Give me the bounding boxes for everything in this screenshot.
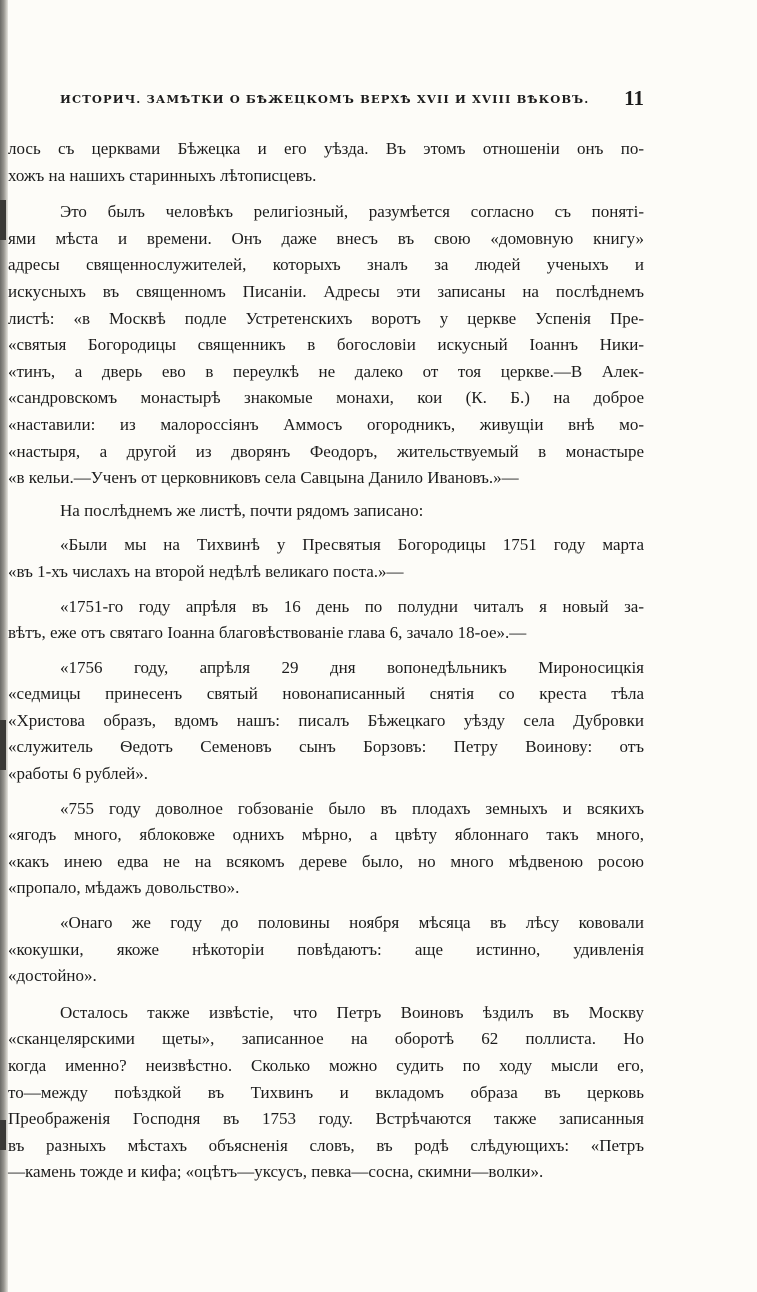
page-number: 11 [624, 86, 644, 110]
text-line: «въ 1-хъ числахъ на второй недѣлѣ великаго поста.»— [8, 561, 404, 581]
text-line: «ягодъ много, яблоковже однихъ мѣрно, а цвѣту яблоннаго такъ много, [8, 825, 644, 845]
text-line: адресы священнослужителей, которыхъ зналъ за людей ученыхъ и [8, 255, 644, 275]
paragraph-gap [8, 788, 644, 796]
text-line: «святыя Богородицы священникъ в богословіи искусный Іоаннъ Ники- [8, 335, 644, 355]
text-line: «какъ инею едва не на всякомъ дереве было, но много мѣдвеною росою [8, 851, 644, 871]
text-line: «работы 6 рублей». [8, 764, 148, 784]
text-line: Это былъ человѣкъ религіозный, разумѣется согласно съ поняті- [60, 202, 644, 222]
text-line: «седмицы принесенъ святый новонаписанный снятія со креста тѣла [8, 684, 644, 704]
paragraph-gap [8, 902, 644, 910]
text-line: «тинъ, а дверь ево в переулкѣ не далеко от тоя церкве.—В Алек- [8, 361, 644, 381]
text-line: «настыря, а другой из дворянъ Феодоръ, жительствуемый в монастыре [8, 441, 644, 461]
text-line: «755 году доволное гобзованіе было въ плодахъ земныхъ и всякихъ [60, 798, 644, 818]
paragraph-gap [8, 990, 644, 1000]
text-line: вѣтъ, еже отъ святаго Іоанна благовѣствованіе глава 6, зачало 18-ое».— [8, 623, 527, 643]
paragraph-gap [8, 189, 644, 199]
text-line: «Онаго же году до половины ноября мѣсяца въ лѣсу кововали [60, 913, 644, 933]
running-title: ИСТОРИЧ. ЗАМѢТКИ О БѢЖЕЦКОМЪ ВЕРХѢ XVII И XVIII ВѢКОВЪ. [60, 92, 590, 106]
text-line: «кокушки, якоже нѣкоторіи повѣдаютъ: аще истинно, удивленія [8, 939, 644, 959]
text-line: лось съ церквами Бѣжецка и его уѣзда. Въ этомъ отношеніи онъ по- [8, 139, 644, 158]
text-line: «Христова образъ, вдомъ нашъ: писалъ Бѣжецкаго уѣзду села Дубровки [8, 710, 644, 730]
text-line: «1751-го году апрѣля въ 16 день по полудни читалъ я новый за- [60, 596, 644, 616]
text-line: когда именно? неизвѣстно. Сколько можно судить по ходу мысли его, [8, 1056, 644, 1075]
text-line: «сандровскомъ монастырѣ знакомые монахи, кои (К. Б.) на доброе [8, 388, 644, 408]
paragraph [8, 1000, 644, 1186]
text-line: «Были мы на Тихвинѣ у Пресвятыя Богородицы 1751 году марта [60, 535, 644, 555]
paragraph-gap [8, 647, 644, 655]
text-line: въ разныхъ мѣстахъ объясненія словъ, въ родѣ слѣдующихъ: «Петръ [8, 1135, 644, 1155]
paragraph [8, 910, 644, 990]
paragraph [8, 532, 644, 585]
paragraph-gap [8, 586, 644, 594]
paragraph [8, 498, 644, 525]
paragraph [8, 199, 644, 492]
paragraph-gap [8, 524, 644, 532]
text-line: хожъ на нашихъ старинныхъ лѣтописцевъ. [8, 165, 317, 185]
text-line: Преображенія Господня въ 1753 году. Встрѣчаются также записанныя [8, 1109, 644, 1129]
paragraph [8, 136, 644, 189]
text-line: «наставили: из малороссіянъ Аммосъ огородникъ, живущіи внѣ мо- [8, 414, 644, 434]
paragraph [8, 594, 644, 647]
text-line: —камень тожде и кифа; «оцѣтъ—уксусъ, певка—сосна, скимни—волки». [8, 1162, 544, 1182]
paragraph [8, 796, 644, 902]
text-line: «в кельи.—Ученъ от церковниковъ села Савцына Данило Ивановъ.»— [8, 468, 519, 488]
running-head [60, 88, 644, 112]
text-line: ями мѣста и времени. Онъ даже внесъ въ свою «домовную книгу» [8, 228, 644, 248]
text-line: На послѣднемъ же листѣ, почти рядомъ записано: [60, 500, 424, 520]
text-line: искусныхъ въ священномъ Писаніи. Адресы эти записаны на послѣднемъ [8, 281, 644, 301]
text-line: «пропало, мѣдажъ довольство». [8, 878, 240, 898]
body-text [8, 136, 644, 1186]
paragraph [8, 655, 644, 788]
text-line: Осталось также извѣстіе, что Петръ Воиновъ ѣздилъ въ Москву [60, 1002, 644, 1022]
text-line: «1756 году, апрѣля 29 дня вопонедѣльникъ Мироносицкія [60, 657, 644, 677]
text-line: листѣ: «в Москвѣ подле Устретенскихъ воротъ у церкве Успенія Пре- [8, 308, 644, 328]
text-line: то—между поѣздкой въ Тихвинъ и вкладомъ образа въ церковь [8, 1082, 644, 1102]
text-line: «сканцелярскими щеты», записанное на оборотѣ 62 поллиста. Но [8, 1029, 644, 1049]
text-line: «достойно». [8, 966, 97, 986]
text-line: «служитель Ѳедотъ Семеновъ сынъ Борзовъ: Петру Воинову: отъ [8, 737, 644, 757]
